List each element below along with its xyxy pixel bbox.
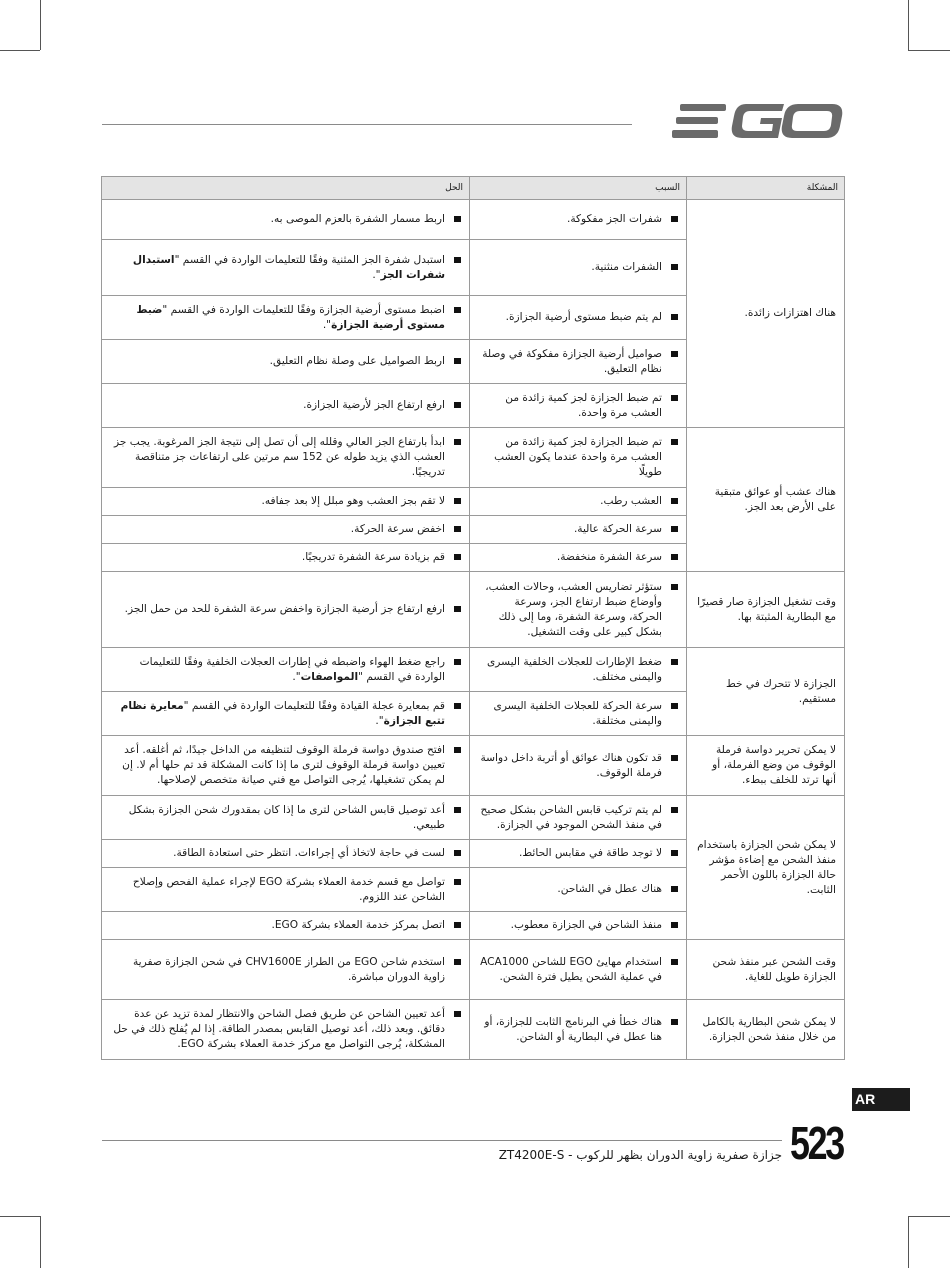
troubleshooting-table xyxy=(101,176,845,1060)
bullet-square xyxy=(454,439,461,445)
table-row xyxy=(102,736,845,796)
crop-mark xyxy=(908,1216,950,1217)
crop-mark xyxy=(0,1216,40,1217)
cause-cell: سرعة الحركة للعجلات الخلفية اليسرى واليمنى مختلفة. xyxy=(470,692,687,736)
footer-product-title: جزازة صفرية زاوية الدوران بظهر للركوب - ZT4200E-S xyxy=(498,1148,782,1162)
column-header-problem: المشكلة xyxy=(687,177,845,200)
table-row xyxy=(102,940,845,1000)
cause-cell: لا توجد طاقة في مقابس الحائط. xyxy=(470,840,687,868)
language-badge: AR xyxy=(852,1088,910,1111)
cause-cell: العشب رطب. xyxy=(470,488,687,516)
bullet-square xyxy=(454,358,461,364)
bullet-square xyxy=(454,659,461,665)
bullet-square xyxy=(454,703,461,709)
bullet-square xyxy=(454,807,461,813)
solution-cell: اتصل بمركز خدمة العملاء بشركة EGO. xyxy=(102,912,470,940)
table-row xyxy=(102,648,845,692)
cause-cell: سرعة الحركة عالية. xyxy=(470,516,687,544)
problem-cell: لا يمكن تحرير دواسة فرملة الوقوف من وضع الفرملة، أو أنها ترتد للخلف ببطء. xyxy=(687,736,845,796)
footer-rule xyxy=(102,1140,782,1141)
bullet-square xyxy=(454,1011,461,1017)
cause-cell: قد تكون هناك عوائق أو أتربة داخل دواسة فرملة الوقوف. xyxy=(470,736,687,796)
bullet-square xyxy=(671,264,678,270)
solution-cell: اخفض سرعة الحركة. xyxy=(102,516,470,544)
solution-cell: قم بزيادة سرعة الشفرة تدريجيًا. xyxy=(102,544,470,572)
cause-cell: ستؤثر تضاريس العشب، وحالات العشب، وأوضاع ضبط ارتفاع الجز، وسرعة الحركة، وسرعة الشفرة، وما إلى ذلك بشكل كبير على وقت التشغيل. xyxy=(470,572,687,648)
bullet-square xyxy=(671,755,678,761)
crop-mark xyxy=(40,0,41,50)
cause-cell: لم يتم تركيب قابس الشاحن بشكل صحيح في منفذ الشحن الموجود في الجزازة. xyxy=(470,796,687,840)
solution-cell: ارفع ارتفاع جز أرضية الجزازة واخفض سرعة الشفرة للحد من حمل الجز. xyxy=(102,572,470,648)
table-row xyxy=(102,428,845,488)
solution-cell: أعد تعيين الشاحن عن طريق فصل الشاحن والانتظار لمدة تزيد عن عدة دقائق. وبعد ذلك، أعد توصيل القابس بمصدر الطاقة. إذا لم يُفلح ذلك في حل المشكلة، يُرجى التواصل مع مركز خدمة العملاء بشركة EGO. xyxy=(102,1000,470,1060)
problem-cell: هناك عشب أو عوائق متبقية على الأرض بعد الجز. xyxy=(687,428,845,572)
problem-cell: لا يمكن شحن الجزازة باستخدام منفذ الشحن مع إضاءة مؤشر حالة الجزازة باللون الأحمر الثابت. xyxy=(687,796,845,940)
page-number: 523 xyxy=(790,1117,843,1169)
bullet-square xyxy=(671,922,678,928)
bullet-square xyxy=(671,659,678,665)
bullet-square xyxy=(454,554,461,560)
cause-cell: تم ضبط الجزازة لجز كمية زائدة من العشب مرة واحدة. xyxy=(470,384,687,428)
bullet-square xyxy=(454,922,461,928)
bullet-square xyxy=(454,606,461,612)
bullet-square xyxy=(671,351,678,357)
bullet-square xyxy=(454,850,461,856)
crop-mark xyxy=(908,1216,909,1268)
bullet-square xyxy=(671,584,678,590)
bullet-square xyxy=(671,554,678,560)
solution-cell: تواصل مع قسم خدمة العملاء بشركة EGO لإجراء عملية الفحص وإصلاح الشاحن عند اللزوم. xyxy=(102,868,470,912)
cause-cell: منفذ الشاحن في الجزازة معطوب. xyxy=(470,912,687,940)
header-rule xyxy=(102,124,632,125)
solution-cell: ارفع ارتفاع الجز لأرضية الجزازة. xyxy=(102,384,470,428)
bullet-square xyxy=(671,886,678,892)
bullet-square xyxy=(454,257,461,263)
bullet-square xyxy=(671,314,678,320)
table-row xyxy=(102,1000,845,1060)
column-header-solution: الحل xyxy=(102,177,470,200)
cause-cell: هناك عطل في الشاحن. xyxy=(470,868,687,912)
crop-mark xyxy=(908,50,950,51)
table-header-row xyxy=(102,177,845,200)
cause-cell: لم يتم ضبط مستوى أرضية الجزازة. xyxy=(470,296,687,340)
table-row xyxy=(102,200,845,240)
problem-cell: وقت الشحن عبر منفذ شحن الجزازة طويل للغاية. xyxy=(687,940,845,1000)
solution-cell: اربط الصواميل على وصلة نظام التعليق. xyxy=(102,340,470,384)
cause-cell: سرعة الشفرة منخفضة. xyxy=(470,544,687,572)
bullet-square xyxy=(454,526,461,532)
solution-cell: استخدم شاحن EGO من الطراز CHV1600E في شحن الجزازة صفرية زاوية الدوران مباشرة. xyxy=(102,940,470,1000)
solution-cell: اضبط مستوى أرضية الجزازة وفقًا للتعليمات الواردة في القسم "ضبط مستوى أرضية الجزازة". xyxy=(102,296,470,340)
solution-cell: ابدأ بارتفاع الجز العالي وقلله إلى أن تصل إلى نتيجة الجز المرغوبة. يجب جز العشب الذي يزيد طوله عن 152 سم مرتين على ارتفاعات جز متناقصة تدريجيًا. xyxy=(102,428,470,488)
crop-mark xyxy=(908,0,909,50)
solution-cell: لست في حاجة لاتخاذ أي إجراءات. انتظر حتى استعادة الطاقة. xyxy=(102,840,470,868)
problem-cell: وقت تشغيل الجزازة صار قصيرًا مع البطارية المثبتة بها. xyxy=(687,572,845,648)
cause-cell: هناك خطأ في البرنامج الثابت للجزازة، أو هنا عطل في البطارية أو الشاحن. xyxy=(470,1000,687,1060)
problem-cell: لا يمكن شحن البطارية بالكامل من خلال منفذ شحن الجزازة. xyxy=(687,1000,845,1060)
bullet-square xyxy=(454,879,461,885)
bullet-square xyxy=(671,395,678,401)
cause-cell: ضغط الإطارات للعجلات الخلفية اليسرى واليمنى مختلف. xyxy=(470,648,687,692)
bullet-square xyxy=(454,498,461,504)
bullet-square xyxy=(671,959,678,965)
ego-logo xyxy=(672,100,844,146)
problem-cell: هناك اهتزازات زائدة. xyxy=(687,200,845,428)
bullet-square xyxy=(671,807,678,813)
column-header-cause: السبب xyxy=(470,177,687,200)
bullet-square xyxy=(454,216,461,222)
bullet-square xyxy=(671,850,678,856)
solution-cell: اربط مسمار الشفرة بالعزم الموصى به. xyxy=(102,200,470,240)
bullet-square xyxy=(671,439,678,445)
table-row xyxy=(102,572,845,648)
bullet-square xyxy=(454,747,461,753)
cause-cell: استخدام مهايئ EGO للشاحن ACA1000 في عملية الشحن يطيل فترة الشحن. xyxy=(470,940,687,1000)
crop-mark xyxy=(0,50,40,51)
bullet-square xyxy=(671,526,678,532)
bullet-square xyxy=(671,498,678,504)
cause-cell: صواميل أرضية الجزازة مفكوكة في وصلة نظام التعليق. xyxy=(470,340,687,384)
bullet-square xyxy=(671,1019,678,1025)
problem-cell: الجزازة لا تتحرك في خط مستقيم. xyxy=(687,648,845,736)
table-row xyxy=(102,796,845,840)
cause-cell: الشفرات منثنية. xyxy=(470,240,687,296)
cause-cell: تم ضبط الجزازة لجز كمية زائدة من العشب مرة واحدة عندما يكون العشب طويلًا xyxy=(470,428,687,488)
solution-cell: لا تقم بجز العشب وهو مبلل إلا بعد جفافه. xyxy=(102,488,470,516)
bullet-square xyxy=(454,307,461,313)
solution-cell: افتح صندوق دواسة فرملة الوقوف لتنظيفه من الداخل جيدًا، ثم أغلقه. أعد تعيين دواسة فرملة الوقوف لترى ما إذا كانت المشكلة قد تم حلها أم لا. إن لم يمكن تشغيلها، يُرجى التواصل مع فني صيانة متخصص لإصلاحها. xyxy=(102,736,470,796)
solution-cell: استبدل شفرة الجز المثنية وفقًا للتعليمات الواردة في القسم "استبدال شفرات الجز". xyxy=(102,240,470,296)
solution-cell: أعد توصيل قابس الشاحن لترى ما إذا كان بمقدورك شحن الجزازة بشكل طبيعي. xyxy=(102,796,470,840)
bullet-square xyxy=(671,216,678,222)
solution-cell: راجع ضغط الهواء واضبطه في إطارات العجلات الخلفية وفقًا للتعليمات الواردة في القسم "المواصفات". xyxy=(102,648,470,692)
bullet-square xyxy=(671,703,678,709)
solution-cell: قم بمعايرة عجلة القيادة وفقًا للتعليمات الواردة في القسم "معايرة نظام تتبع الجزازة". xyxy=(102,692,470,736)
bullet-square xyxy=(454,402,461,408)
cause-cell: شفرات الجز مفكوكة. xyxy=(470,200,687,240)
crop-mark xyxy=(40,1216,41,1268)
bullet-square xyxy=(454,959,461,965)
